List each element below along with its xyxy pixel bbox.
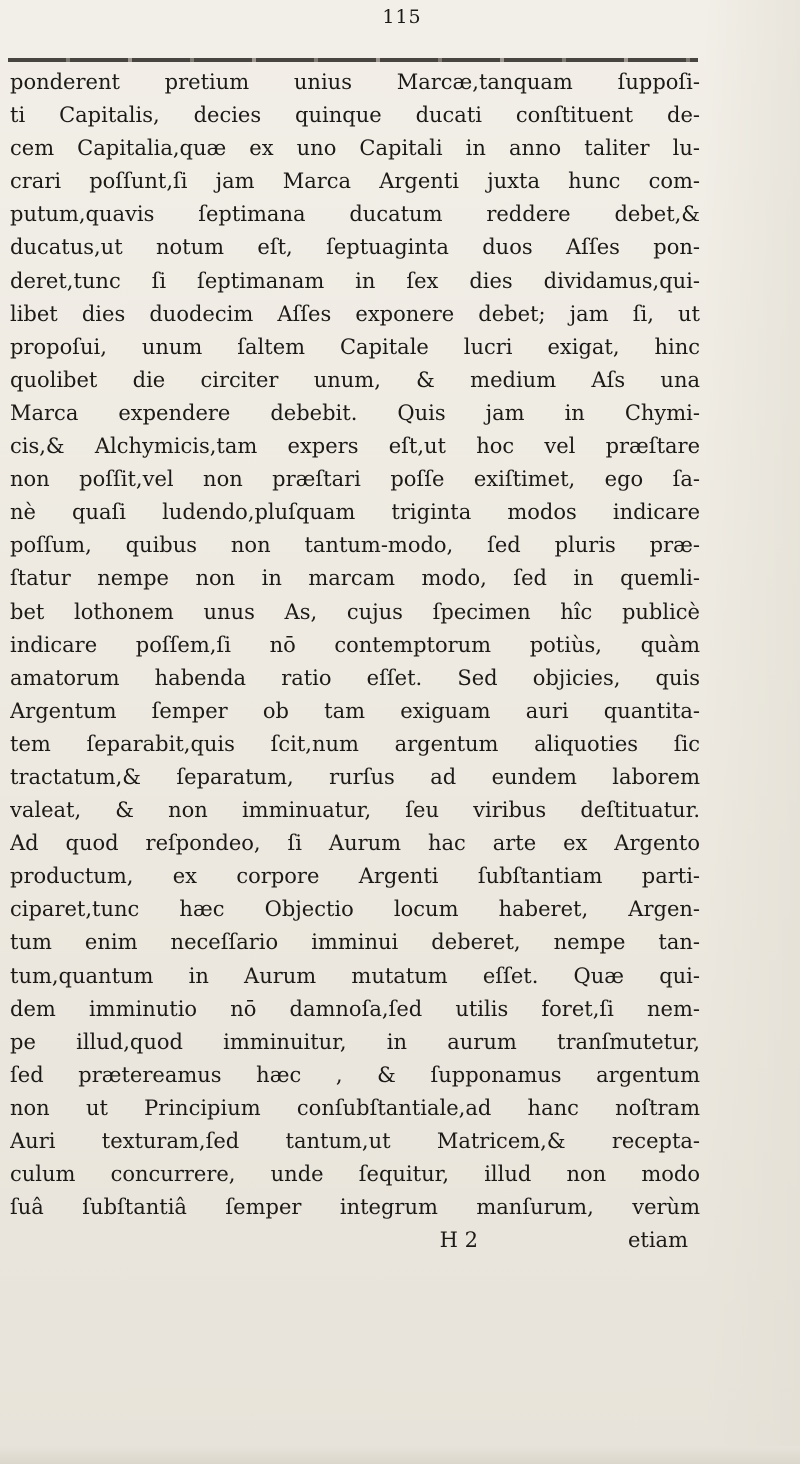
text-line: libet dies duodecim Aſſes exponere debet; jam ſi, ut xyxy=(10,301,700,326)
text-line: putum,quavis ſeptimana ducatum reddere debet,& xyxy=(10,202,700,227)
text-line: ciparet,tunc hæc Objectio locum haberet, Argen- xyxy=(10,897,700,922)
text-line: tem ſeparabit,quis ſcit,num argentum aliquoties ſic xyxy=(10,731,700,756)
catchword: etiam xyxy=(627,1228,688,1253)
text-line: tum,quantum in Aurum mutatum eſſet. Quæ qui- xyxy=(10,963,700,988)
text-line: deret,tunc ſi ſeptimanam in ſex dies dividamus,qui- xyxy=(10,268,700,293)
text-line: propoſui, unum ſaltem Capitale lucri exigat, hinc xyxy=(10,334,700,359)
body-text xyxy=(10,66,700,1257)
text-line: valeat, & non imminuatur, ſeu viribus deſtituatur. xyxy=(10,798,700,823)
text-line: tractatum,& ſeparatum, rurſus ad eundem laborem xyxy=(10,764,700,789)
text-line: ponderent pretium unius Marcæ,tanquam ſuppoſi- xyxy=(10,70,700,94)
text-line: indicare poſſem,ſi nō contemptorum potiùs, quàm xyxy=(10,632,700,657)
text-line: poſſum, quibus non tantum-modo, ſed pluris præ- xyxy=(10,533,700,558)
text-line: ti Capitalis, decies quinque ducati conſtituent de- xyxy=(10,103,700,128)
text-line: Argentum ſemper ob tam exiguam auri quantita- xyxy=(10,698,700,723)
signature-catchword-line xyxy=(10,1224,700,1257)
page-bottom-edge xyxy=(0,1446,800,1464)
text-line: ſuâ ſubſtantiâ ſemper integrum manſurum, verùm xyxy=(10,1195,700,1220)
text-line: tum enim neceſſario imminui deberet, nempe tan- xyxy=(10,930,700,955)
text-line: dem imminutio nō damnoſa,ſed utilis foret,ſi nem- xyxy=(10,996,700,1021)
text-line: crari poſſunt,ſi jam Marca Argenti juxta hunc com- xyxy=(10,169,700,194)
text-line: cem Capitalia,quæ ex uno Capitali in anno taliter lu- xyxy=(10,136,700,161)
text-line: productum, ex corpore Argenti ſubſtantiam parti- xyxy=(10,864,700,889)
page-number: 115 xyxy=(382,6,422,28)
text-line: bet lothonem unus As, cujus ſpecimen hîc publicè xyxy=(10,599,700,624)
text-line: non ut Principium conſubſtantiale,ad hanc noſtram xyxy=(10,1095,700,1120)
text-line: ſtatur nempe non in marcam modo, ſed in quemli- xyxy=(10,566,700,591)
text-line: non poſſit,vel non præſtari poſſe exiſtimet, ego ſa- xyxy=(10,467,700,492)
text-line: cis,& Alchymicis,tam expers eſt,ut hoc vel præſtare xyxy=(10,434,700,459)
text-line: ducatus,ut notum eſt, ſeptuaginta duos Aſſes pon- xyxy=(10,235,700,260)
text-line: ſed prætereamus hæc , & ſupponamus argentum xyxy=(10,1062,700,1087)
page-edge-shadow xyxy=(705,0,800,1464)
text-line: nè quaſi ludendo,pluſquam triginta modos indicare xyxy=(10,500,700,525)
text-line: Ad quod reſpondeo, ſi Aurum hac arte ex Argento xyxy=(10,831,700,856)
text-line: culum concurrere, unde ſequitur, illud non modo xyxy=(10,1162,700,1187)
signature-mark: H 2 xyxy=(439,1228,478,1253)
text-line: Auri texturam,ſed tantum,ut Matricem,& recepta- xyxy=(10,1129,700,1153)
header-rule xyxy=(8,58,698,62)
text-line: Marca expendere debebit. Quis jam in Chymi- xyxy=(10,400,700,425)
text-line: quolibet die circiter unum, & medium Aſs una xyxy=(10,367,700,392)
text-line: amatorum habenda ratio eſſet. Sed objicies, quis xyxy=(10,665,700,690)
text-line: pe illud,quod imminuitur, in aurum tranſmutetur, xyxy=(10,1029,700,1054)
